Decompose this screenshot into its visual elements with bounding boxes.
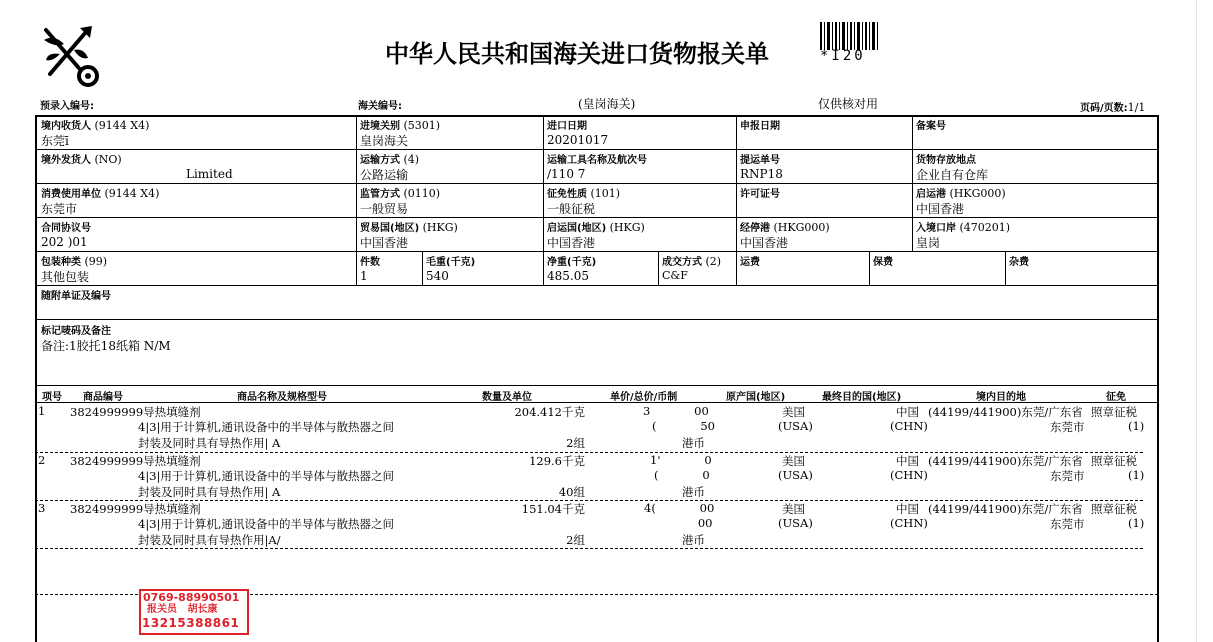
item-price-2: ( 50 [652,419,715,433]
item-levy: 照章征税 [1091,454,1137,468]
transit-port-value: 中国香港 [740,236,789,250]
col-header-domestic: 境内目的地 [976,392,1026,403]
item-dest-code: (CHN) [890,516,928,530]
license-label: 许可证号 [740,189,780,200]
declare-date-label: 申报日期 [740,121,780,132]
col-header-origin: 原产国(地区) [726,392,786,403]
col-header-name: 商品名称及规格型号 [237,392,327,403]
item-no: 3 [38,501,46,515]
departure-port-value: 中国香港 [916,202,965,216]
item-price-1: 4( 00 [644,501,715,515]
record-no-label: 备案号 [916,121,946,132]
vehicle-label: 运输工具名称及航次号 [547,155,647,166]
terms-label-row: 成交方式 (2) [662,255,722,268]
item-spec-2: 封装及同时具有导热作用|A/ [138,533,281,547]
departure-port-label-row: 启运港 (HKG000) [916,187,1006,200]
item-levy: 照章征税 [1091,502,1137,516]
terms-value: C&F [662,269,688,282]
stamp-phone: 0769-88990501 [143,591,240,604]
origin-country-value: 中国香港 [547,236,596,250]
item-qty-2: 2组 [566,533,585,547]
entry-port-value: 皇岗海关 [360,134,409,148]
form-title: 中华人民共和国海关进口货物报关单 [385,40,769,68]
col-header-price: 单价/总价/币制 [610,392,678,403]
item-dest-code: (CHN) [890,468,928,482]
item-domestic: (44199/441900)东莞/广东省 [928,502,1083,516]
item-origin-code: (USA) [778,516,813,530]
marks-value: 备注:1胶托18纸箱 N/M [41,339,171,353]
verify-note: 仅供核对用 [818,97,879,111]
item-price-2: ( 0 [654,468,710,482]
stamp-role: 报关员 [147,604,177,615]
item-domestic-2: 东莞市 [1050,517,1085,531]
levy-label-row: 征免性质 (101) [547,187,621,200]
shipper-label-row: 境外发货人 (NO) [41,153,122,166]
item-origin-code: (USA) [778,468,813,482]
customs-no-label: 海关编号: [358,101,402,112]
col-header-levy: 征免 [1106,392,1126,403]
vehicle-value: /110 7 [547,167,586,181]
item-currency: 港币 [682,533,705,547]
item-no: 2 [38,453,46,467]
item-spec-1: 4|3|用于计算机,通讯设备中的半导体与散热器之间 [138,420,395,434]
contract-label: 合同协议号 [41,223,91,234]
item-code-name: 3824999999导热填缝剂 [70,405,201,419]
net-label: 净重(千克) [547,257,597,268]
col-header-qty: 数量及单位 [482,392,532,403]
declarant-stamp [139,589,249,635]
item-origin: 美国 [782,405,805,419]
trade-country-label-row: 贸易国(地区) (HKG) [360,221,458,234]
consumer-label-row: 消费使用单位 (9144 X4) [41,187,160,200]
item-code-name: 3824999999导热填缝剂 [70,502,201,516]
entry-place-label-row: 入境口岸 (470201) [916,221,1011,234]
trade-country-value: 中国香港 [360,236,409,250]
item-domestic-2: 东莞市 [1050,469,1085,483]
storage-value: 企业自有仓库 [916,168,989,182]
col-header-dest: 最终目的国(地区) [822,392,902,403]
item-dest: 中国 [896,454,919,468]
item-domestic-2: 东莞市 [1050,420,1085,434]
gross-label: 毛重(千克) [426,257,476,268]
item-levy-code: (1) [1128,468,1145,482]
entry-place-value: 皇岗 [916,236,941,250]
page-edge [1196,0,1213,642]
levy-value: 一般征税 [547,202,596,216]
contract-value: 202 )01 [41,235,88,249]
item-dest-code: (CHN) [890,419,928,433]
col-header-no: 项号 [42,392,62,403]
package-value: 其他包装 [41,270,90,284]
item-levy: 照章征税 [1091,405,1137,419]
item-levy-code: (1) [1128,516,1145,530]
package-label-row: 包装种类 (99) [41,255,108,268]
item-no: 1 [38,404,46,418]
consumer-value: 东莞市 [41,202,78,216]
misc-label: 杂费 [1009,257,1029,268]
item-price-1: 3 00 [643,404,709,418]
item-spec-2: 封装及同时具有导热作用| A [138,436,281,450]
bl-value: RNP18 [740,167,783,181]
pre-entry-label: 预录入编号: [40,101,94,112]
marks-label: 标记唛码及备注 [41,326,111,337]
item-spec-1: 4|3|用于计算机,通讯设备中的半导体与散热器之间 [138,469,395,483]
transit-port-label-row: 经停港 (HKG000) [740,221,830,234]
freight-label: 运费 [740,257,760,268]
consignee-label-row: 境内收货人 (9144 X4) [41,119,150,132]
docs-label: 随附单证及编号 [41,291,111,302]
item-dest: 中国 [896,405,919,419]
item-origin: 美国 [782,454,805,468]
item-price-1: 1' 0 [650,453,712,467]
import-date-label: 进口日期 [547,121,587,132]
net-value: 485.05 [547,269,589,283]
item-qty-2: 2组 [566,436,585,450]
bl-label: 提运单号 [740,155,780,166]
item-levy-code: (1) [1128,419,1145,433]
page-value: 1/1 [1127,101,1146,114]
shipper-value: Limited [186,167,233,181]
item-domestic: (44199/441900)东莞/广东省 [928,454,1083,468]
item-origin: 美国 [782,502,805,516]
pieces-value: 1 [360,269,368,283]
item-code-name: 3824999999导热填缝剂 [70,454,201,468]
item-qty-2: 40组 [558,485,585,499]
storage-label: 货物存放地点 [916,155,976,166]
barcode-text: *I20 [820,48,866,64]
item-spec-2: 封装及同时具有导热作用| A [138,485,281,499]
page-label: 页码/页数: [1080,103,1128,114]
item-spec-1: 4|3|用于计算机,通讯设备中的半导体与散热器之间 [138,517,395,531]
item-domestic: (44199/441900)东莞/广东省 [928,405,1083,419]
transport-mode-label-row: 运输方式 (4) [360,153,420,166]
customs-emblem-icon [40,24,102,88]
consignee-value: 东莞ī [41,134,69,148]
item-price-2: 00 [654,516,713,530]
insurance-label: 保费 [873,257,893,268]
stamp-name: 胡长康 [187,604,218,615]
transport-mode-value: 公路运输 [360,168,409,182]
item-qty-1: 204.412千克 [514,405,585,419]
gross-value: 540 [426,269,449,283]
customs-name: (皇岗海关) [578,97,636,111]
item-qty-1: 151.04千克 [521,502,585,516]
pieces-label: 件数 [360,257,380,268]
origin-country-label-row: 启运国(地区) (HKG) [547,221,645,234]
item-dest: 中国 [896,502,919,516]
item-currency: 港币 [682,485,705,499]
item-qty-1: 129.6千克 [529,454,585,468]
stamp-mobile: 13215388861 [142,616,240,630]
supervision-value: 一般贸易 [360,202,409,216]
barcode [818,22,880,50]
entry-port-label-row: 进境关别 (5301) [360,119,441,132]
supervision-label-row: 监管方式 (0110) [360,187,441,200]
item-currency: 港币 [682,436,705,450]
import-date-value: 20201017 [547,133,609,147]
col-header-code: 商品编号 [83,392,123,403]
item-origin-code: (USA) [778,419,813,433]
